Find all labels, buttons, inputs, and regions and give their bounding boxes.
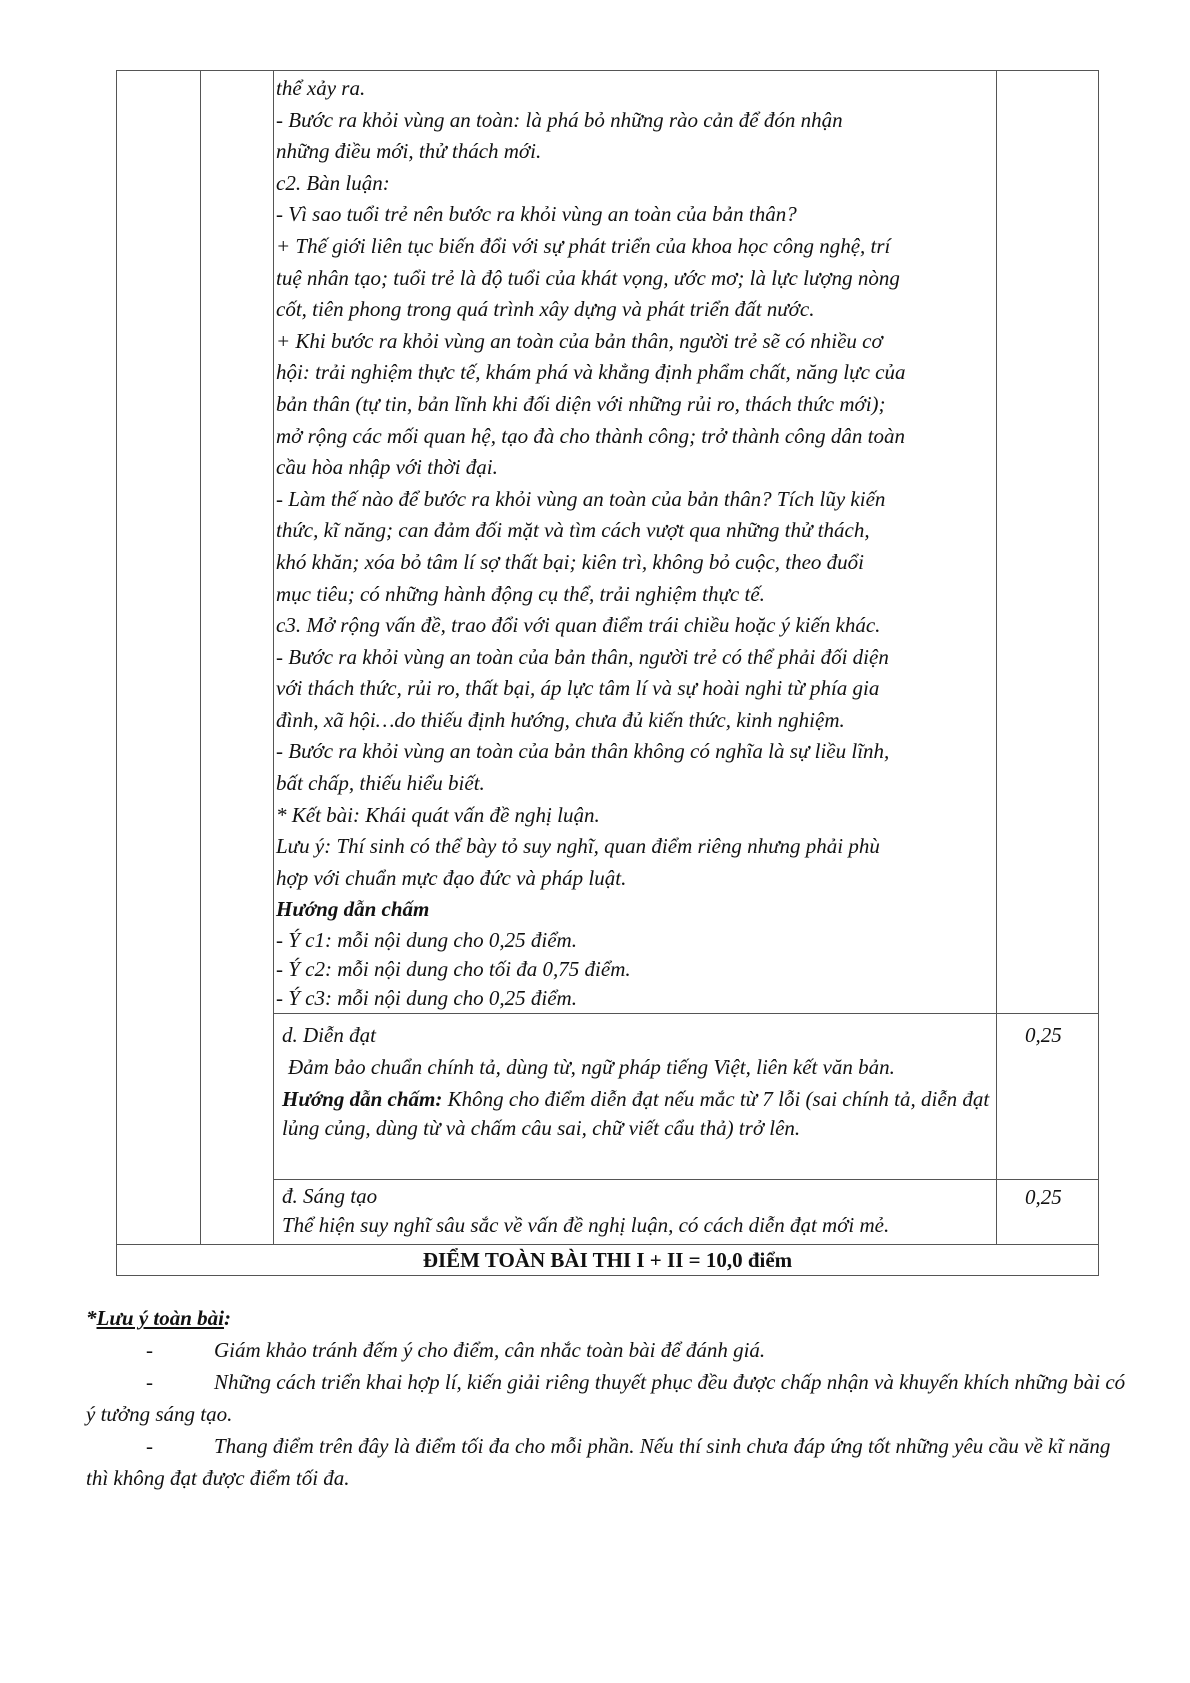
section-d-guide-label: Hướng dẫn chấm: — [282, 1087, 443, 1112]
note-item — [86, 1366, 1126, 1430]
criteria-line: bản thân (tự tin, bản lĩnh khi đối diện với những rủi ro, thách thức mới); — [276, 391, 886, 416]
guide-line: - Ý c3: mỗi nội dung cho 0,25 điểm. — [276, 986, 577, 1011]
notes-prefix: * — [86, 1306, 97, 1330]
criteria-line: - Vì sao tuổi trẻ nên bước ra khỏi vùng an toàn của bản thân? — [276, 202, 797, 227]
criteria-line: c2. Bàn luận: — [276, 170, 390, 195]
notes-section — [86, 1302, 1126, 1494]
section-d-guide-text: Không cho điểm diễn đạt nếu mắc từ 7 lỗi (sai chính tả, diễn đạt lủng củng, dùng từ và chấm câu sai, chữ viết cẩu thả) trở lên. — [282, 1087, 990, 1141]
criteria-line: thể xảy ra. — [276, 76, 366, 100]
criteria-line: hội: trải nghiệm thực tế, khám phá và khẳng định phẩm chất, năng lực của — [276, 360, 906, 385]
table-row — [117, 71, 1099, 1014]
note-dash: - — [146, 1434, 153, 1458]
note-item — [86, 1334, 1126, 1366]
note-text: Những cách triển khai hợp lí, kiến giải riêng thuyết phục đều được chấp nhận và khuyến khích những bài có ý tưởng sáng tạo. — [86, 1370, 1126, 1426]
note-dash: - — [146, 1338, 153, 1362]
criteria-line: + Thế giới liên tục biến đổi với sự phát triển của khoa học công nghệ, trí — [276, 233, 891, 258]
note-text: Thang điểm trên đây là điểm tối đa cho mỗi phần. Nếu thí sinh chưa đáp ứng tốt những yêu cầu về kĩ năng thì không đạt được điểm tối đa. — [86, 1434, 1111, 1490]
total-score: ĐIỂM TOÀN BÀI THI I + II = 10,0 điểm — [117, 1245, 1099, 1276]
question-cell — [201, 71, 274, 1245]
section-d-cell — [274, 1014, 997, 1180]
guide-lines — [276, 926, 994, 1013]
criteria-line: thức, kĩ năng; can đảm đối mặt và tìm cách vượt qua những thử thách, — [276, 518, 870, 543]
guide-line: - Ý c1: mỗi nội dung cho 0,25 điểm. — [276, 928, 577, 953]
criteria-line: hợp với chuẩn mực đạo đức và pháp luật. — [276, 865, 627, 890]
notes-title-text: Lưu ý toàn bài — [96, 1306, 225, 1330]
criteria-line: - Làm thế nào để bước ra khỏi vùng an toàn của bản thân? Tích lũy kiến — [276, 486, 886, 511]
score-cell — [997, 71, 1099, 1014]
guide-heading: Hướng dẫn chấm — [276, 897, 430, 922]
section-d-title: d. Diễn đạt — [282, 1023, 376, 1048]
section-dd-score: 0,25 — [997, 1180, 1099, 1245]
section-dd-title: đ. Sáng tạo — [282, 1184, 378, 1209]
section-d-text: Đảm bảo chuẩn chính tả, dùng từ, ngữ pháp tiếng Việt, liên kết văn bản. — [288, 1054, 895, 1079]
grading-table — [116, 70, 1099, 1276]
guide-line: - Ý c2: mỗi nội dung cho tối đa 0,75 điểm. — [276, 957, 631, 982]
section-d-guide — [282, 1085, 992, 1143]
criteria-line: đình, xã hội…do thiếu định hướng, chưa đủ kiến thức, kinh nghiệm. — [276, 707, 845, 732]
criteria-line: khó khăn; xóa bỏ tâm lí sợ thất bại; kiên trì, không bỏ cuộc, theo đuổi — [276, 549, 865, 574]
section-dd-text: Thể hiện suy nghĩ sâu sắc về vấn đề nghị luận, có cách diễn đạt mới mẻ. — [282, 1213, 890, 1238]
criteria-lines — [276, 73, 994, 894]
section-dd-cell — [274, 1180, 997, 1245]
criteria-line: tuệ nhân tạo; tuổi trẻ là độ tuổi của khát vọng, ước mơ; là lực lượng nòng — [276, 265, 900, 290]
notes-list — [86, 1334, 1126, 1494]
criteria-line: - Bước ra khỏi vùng an toàn của bản thân, người trẻ có thể phải đối diện — [276, 644, 889, 669]
criteria-line: Lưu ý: Thí sinh có thể bày tỏ suy nghĩ, quan điểm riêng nhưng phải phù — [276, 834, 880, 859]
section-d-score: 0,25 — [997, 1014, 1099, 1180]
note-dash: - — [146, 1370, 153, 1394]
criteria-line: cầu hòa nhập với thời đại. — [276, 455, 498, 480]
criteria-line: - Bước ra khỏi vùng an toàn: là phá bỏ những rào cản để đón nhận — [276, 107, 843, 132]
criteria-line: - Bước ra khỏi vùng an toàn của bản thân không có nghĩa là sự liều lĩnh, — [276, 739, 890, 764]
criteria-content — [274, 71, 997, 1014]
criteria-line: cốt, tiên phong trong quá trình xây dựng và phát triển đất nước. — [276, 297, 815, 322]
table-row — [117, 1245, 1099, 1276]
criteria-line: mở rộng các mối quan hệ, tạo đà cho thành công; trở thành công dân toàn — [276, 423, 906, 448]
criteria-line: * Kết bài: Khái quát vấn đề nghị luận. — [276, 802, 600, 827]
criteria-line: với thách thức, rủi ro, thất bại, áp lực tâm lí và sự hoài nghi từ phía gia — [276, 676, 880, 701]
notes-colon: : — [224, 1306, 232, 1330]
notes-title — [86, 1302, 1126, 1334]
criteria-line: mục tiêu; có những hành động cụ thể, trải nghiệm thực tế. — [276, 581, 765, 606]
note-text: Giám khảo tránh đếm ý cho điểm, cân nhắc toàn bài để đánh giá. — [214, 1338, 766, 1362]
criteria-line: những điều mới, thử thách mới. — [276, 139, 542, 164]
criteria-line: c3. Mở rộng vấn đề, trao đổi với quan điểm trái chiều hoặc ý kiến khác. — [276, 613, 881, 638]
criteria-line: + Khi bước ra khỏi vùng an toàn của bản thân, người trẻ sẽ có nhiều cơ — [276, 328, 883, 353]
section-cell — [117, 71, 201, 1245]
note-item — [86, 1430, 1126, 1494]
criteria-line: bất chấp, thiếu hiểu biết. — [276, 771, 485, 796]
